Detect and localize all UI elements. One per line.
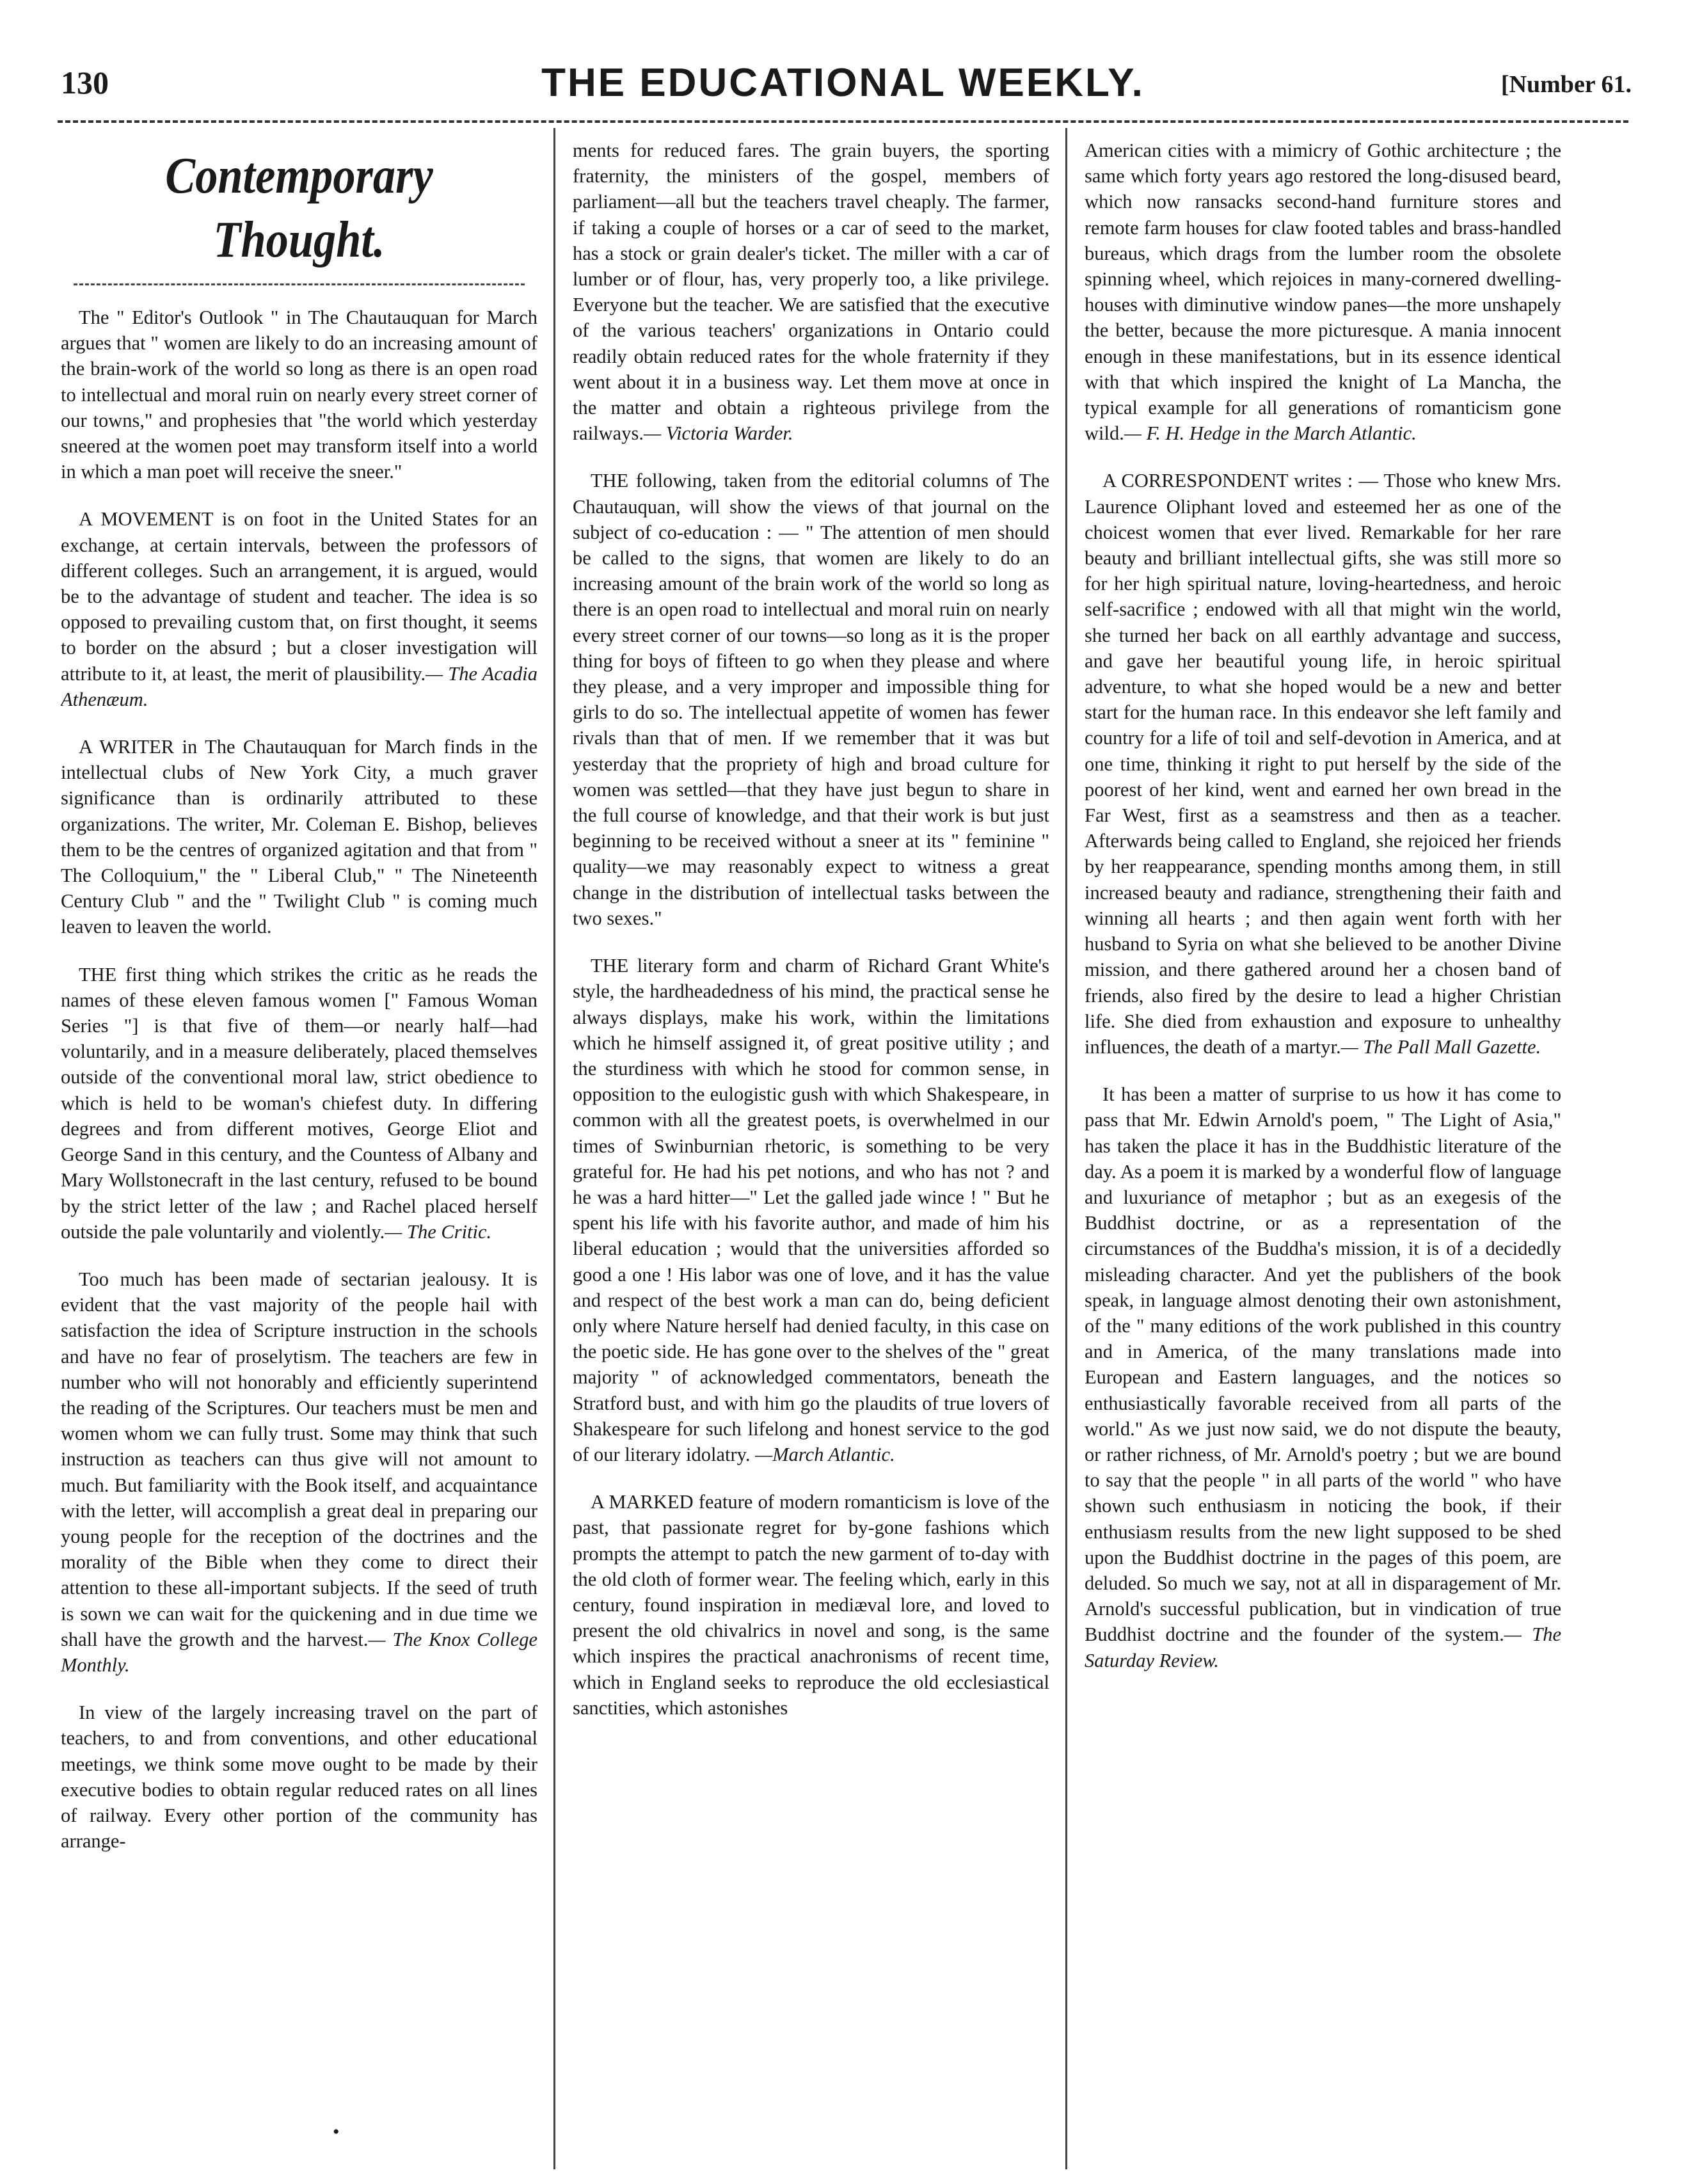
column-2 [573, 138, 1049, 2089]
article-source: — The Pall Mall Gazette. [1340, 1035, 1541, 1058]
section-title: Contemporary Thought. [165, 148, 433, 268]
article-reduced-fares: In view of the largely increasing travel on the part of teachers, to and from conventions, and other educational meetings, we think some move ought to be made by their executive bodies to obtain regular reduced rates on all lines of railway. Every other portion of the community has arrange- [61, 1702, 537, 1853]
article-source: — The Critic. [385, 1220, 492, 1243]
footer-mark: • [333, 2121, 340, 2142]
article-richard-grant-white [573, 953, 1049, 1467]
issue-number: [Number 61. [1500, 71, 1632, 98]
article-romanticism-cont [1085, 138, 1561, 446]
article-famous-women [61, 962, 537, 1245]
article-source: — The Knox College Monthly. [61, 1628, 537, 1676]
article-source: — The Saturday Review. [1085, 1623, 1561, 1671]
page-number: 130 [61, 65, 109, 100]
article-text: A MOVEMENT is on foot in the United States for an exchange, at certain intervals, between the professors of different colleges. Such an arrangement, it is argued, would be to the advantage of student and teacher. The idea is so opposed to prevailing custom that, on first thought, it seems to border on the absurd ; but a closer investigation will attribute to it, at least, the merit of plausibility. [61, 508, 537, 685]
article-source: — Victoria Warder. [643, 422, 793, 445]
article-co-education: THE following, taken from the editorial columns of The Chautauquan, will show the views of that journal on the subject of co-education : — " The attention of men should be called to the signs, that women are likely to do an increasing amount of the brain work of the world so long as there is an open road to intellectual and moral ruin on nearly every street corner of our towns—so long as it is the proper thing for boys of fifteen to go when they please and where they please, and a very improper and impossible thing for girls to do so. The intellectual appetite of women has fewer rivals than that of men. If we remember that it was but yesterday that the propriety of high and broad culture for women was settled—that they have just begun to share in the full course of knowledge, and that their work is but just beginning to be received without a sneer at its " feminine " quality—we may reasonably expect to witness a great change in the distribution of intellectual tasks between the two sexes." [573, 470, 1049, 929]
article-text: THE first thing which strikes the critic as he reads the names of these eleven famous women [" Famous Woman Series "] is that five of them—or nearly half—had voluntarily, and in a measure deliberately, placed themselves outside of the conventional moral law, strict obedience to which is held to be woman's chiefest duty. In differing degrees and from different motives, George Eliot and George Sand in this century, and the Countess of Albany and Mary Wollstonecraft in the last century, refused to be bound by the strict letter of the law ; and Rachel placed herself outside the pale voluntarily and violently. [61, 963, 537, 1243]
article-text: ments for reduced fares. The grain buyers, the sporting fraternity, the ministers of the gospel, members of parliament—all but the teachers travel cheaply. The farmer, if taking a couple of horses or a car of seed to the market, has a stock or grain dealer's ticket. The miller with a car of lumber or of flour, has, very properly too, a like privilege. Everyone but the teacher. We are satisfied that the executive of the various teachers' organizations in Ontario could readily obtain reduced rates for the whole fraternity if they went about it in a business way. Let them move at once in the matter and obtain a righteous privilege from the railways. [573, 139, 1049, 445]
article-text: American cities with a mimicry of Gothic architecture ; the same which forty years ago restored the long-disused beard, which now ransacks second-hand furniture stores and remote farm houses for claw footed tables and brass-handled bureaus, which drags from the lumber room the obsolete spinning wheel, which rejoices in many-cornered dwelling-houses with diminutive window panes—the more unshapely the better, because the more picturesque. A mania innocent enough in these manifestations, but in its essence identical with that which inspired the knight of La Mancha, the typical example for all generations of romanticism gone wild. [1085, 139, 1561, 445]
column-1 [61, 138, 537, 2089]
publication-title: THE EDUCATIONAL WEEKLY. [541, 61, 1145, 105]
article-text: THE literary form and charm of Richard Grant White's style, the hardheadedness of his mind, the practical sense he always displays, make his work, within the limitations which he himself assigned it, of great positive utility ; and the sturdiness with which he stood for common sense, in opposition to the eulogistic gush with which Shakespeare, in common with all the greatest poets, is overwhelmed in our times of Swinburnian rhetoric, is something to be very grateful for. He had his pet notions, and who has not ? and he was a hard hitter—" Let the galled jade wince ! " But he spent his life with his favorite author, and made of him his liberal education ; would that the universities afforded so good a one ! His labor was one of love, and it has the value and respect of the best work a man can do, being deficient only where Nature herself had denied faculty, in this case on the poetic side. He has gone over to the shelves of the " great majority " of acknowledged commentators, beneath the Stratford bust, and with him go the plaudits of true lovers of Shakespeare for such lifelong and honest service to the god of our literary idolatry. [573, 955, 1049, 1465]
column-rule-1 [553, 128, 555, 2169]
article-reduced-fares-cont [573, 138, 1049, 446]
article-source: — The Acadia Athenæum. [61, 662, 537, 710]
header-rule [58, 120, 1628, 123]
article-romanticism: A MARKED feature of modern romanticism is love of the past, that passionate regret for by-gone fashions which prompts the attempt to patch the new garment of to-day with the old cloth of former wear. The feeling which, early in this century, found inspiration in mediæval lore, and loved to present the old chivalrics in novel and song, is the same which inspires the practical anachronisms of recent time, which in England seeks to reproduce the old ecclesiastical sanctities, which astonishes [573, 1491, 1049, 1719]
article-laurence-oliphant [1085, 468, 1561, 1060]
article-text: A CORRESPONDENT writes : — Those who knew Mrs. Laurence Oliphant loved and esteemed her as one of the choicest women that ever lived. Remarkable for her rare beauty and brilliant intellectual gifts, she was still more so for her high spiritual nature, loving-heartedness, and heroic self-sacrifice ; endowed with all that might win the world, she turned her back on all earthly advantage and success, and gave her beautiful young life, in heroic spiritual adventure, to what she hoped would be a new and better start for the human race. In this endeavor she left family and country for a life of toil and self-devotion in America, and at one time, thinking it right to put herself by the side of the poorest of her kind, went and earned her own bread in the Far West, first as a seamstress and then as a teacher. Afterwards being called to England, she rejoiced her friends by her reappearance, spending months among them, in still increased beauty and radiance, strengthening their faith and winning all hearts ; and then again went forth with her husband to Syria on what she believed to be another Divine mission, and there gathered around her a chosen band of friends, also fired by the desire to lead a higher Christian life. She died from exhaustion and exposure to unhealthy influences, the death of a martyr. [1085, 470, 1561, 1058]
article-text: Too much has been made of sectarian jealousy. It is evident that the vast majority of the people hail with satisfaction the idea of Scripture instruction in the schools and have no fear of proselytism. The teachers are few in number who will not honorably and efficiently superintend the reading of the Scriptures. Our teachers must be men and women whom we can fully trust. Some may think that such instruction as teachers can thus give will not amount to much. But familiarity with the Book itself, and acquaintance with the letter, will accomplish a great deal in preparing our young people for the reception of the doctrines and the morality of the Bible when they come to direct their attention to these all-important subjects. If the seed of truth is sown we can wait for the quickening and in due time we shall have the growth and the harvest. [61, 1268, 537, 1650]
column-rule-2 [1065, 128, 1067, 2169]
title-rule [74, 283, 525, 285]
article-scripture-instruction [61, 1266, 537, 1678]
article-source: — F. H. Hedge in the March Atlantic. [1124, 422, 1417, 445]
article-editors-outlook: The " Editor's Outlook " in The Chautauquan for March argues that " women are likely to do an increasing amount of the brain-work of the world so long as there is an open road to intellectual and moral ruin on nearly every street corner of our towns," and prophesies that "the world which yesterday sneered at the women poet may transform itself into a world in which a man poet will receive the sneer." [61, 307, 537, 483]
article-light-of-asia [1085, 1081, 1561, 1673]
article-text: It has been a matter of surprise to us how it has come to pass that Mr. Edwin Arnold's poem, " The Light of Asia," has taken the place it has in the Buddhistic literature of the day. As a poem it is marked by a wonderful flow of language and luxuriance of metaphor ; but as an exegesis of the Buddhist doctrine, or as a representation of the circumstances of the Buddha's mission, it is of a decidedly misleading character. And yet the publishers of the book speak, in language almost denoting their own astonishment, of the " many editions of the work published in this country and in America, of the many translations made into European and Eastern languages, and the notices so enthusiastically favorable received from all parts of the world." As we just now said, we do not dispute the beauty, or rather richness, of Mr. Arnold's poetry ; but we are bound to say that the people " in all parts of the world " who have shown such enthusiasm in noticing the book, if their enthusiasm results from the new light supposed to be shed upon the Buddhist doctrine in the pages of this poem, are deluded. So much we say, not at all in disparagement of Mr. Arnold's successful publication, but in vindication of true Buddhist doctrine and the founder of the system. [1085, 1083, 1561, 1646]
article-professor-exchange [61, 506, 537, 712]
article-intellectual-clubs: A WRITER in The Chautauquan for March finds in the intellectual clubs of New York City, a much graver significance than is ordinarily attributed to these organizations. The writer, Mr. Coleman E. Bishop, believes them to be the centres of organized agitation and that from " The Colloquium," the " Liberal Club," " The Nineteenth Century Club " and the " Twilight Club " is coming much leaven to leaven the world. [61, 736, 537, 938]
article-source: —March Atlantic. [750, 1443, 895, 1465]
column-3 [1085, 138, 1561, 2089]
